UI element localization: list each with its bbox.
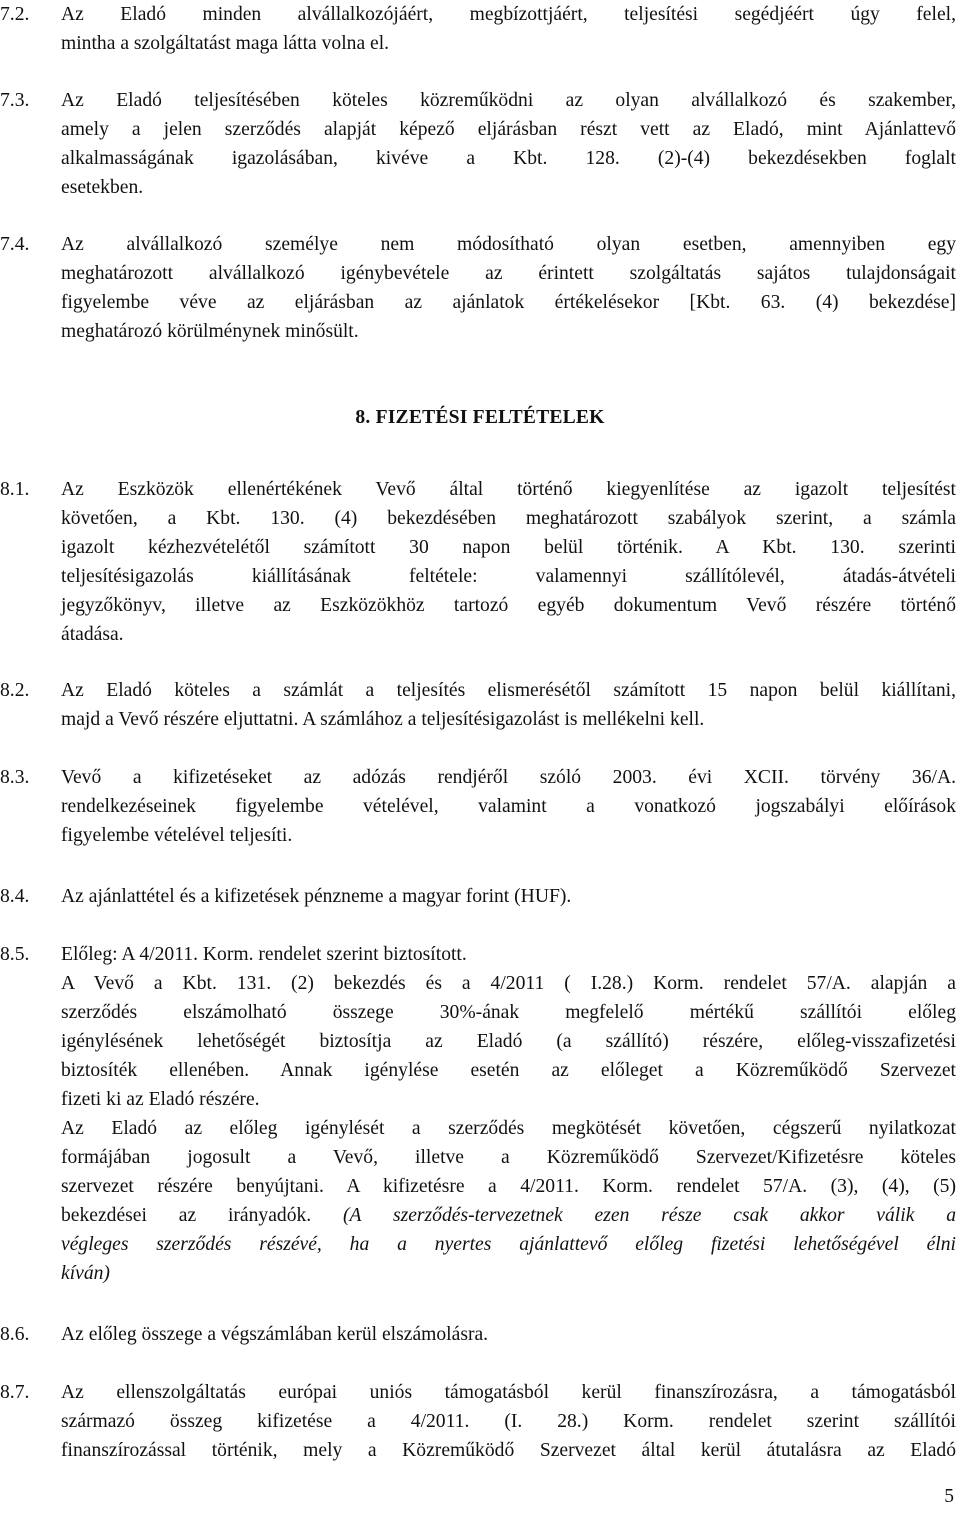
paragraph-text xyxy=(61,940,956,1288)
paragraph-7-3 xyxy=(0,86,956,202)
paragraph-7-2 xyxy=(0,0,956,58)
text-line: esetekben. xyxy=(61,177,144,198)
paragraph-number: 8.3. xyxy=(0,767,30,788)
paragraph-number: 8.1. xyxy=(0,479,30,500)
paragraph-number: 8.7. xyxy=(0,1382,30,1403)
text-line: Az Eladó köteles a számlát a teljesítés elismerésétől számított 15 napon belül kiállítani, xyxy=(61,680,956,701)
paragraph-number: 7.2. xyxy=(0,4,30,25)
paragraph-text xyxy=(61,0,956,58)
text-line: igazolt kézhezvételétől számított 30 napon belül történik. A Kbt. 130. szerinti xyxy=(61,537,956,558)
text-line: figyelembe véve az eljárásban az ajánlatok értékelésekor [Kbt. 63. (4) bekezdése] xyxy=(61,292,956,313)
text-line: alkalmasságának igazolásában, kivéve a Kbt. 128. (2)-(4) bekezdésekben foglalt xyxy=(61,148,956,169)
italic-text-segment: (A szerződés-tervezetnek ezen része csak akkor válik a xyxy=(311,1205,956,1226)
paragraph-8-3 xyxy=(0,763,956,850)
text-line: követően, a Kbt. 130. (4) bekezdésében meghatározott szabályok szerint, a számla xyxy=(61,508,956,529)
text-line: figyelembe vételével teljesíti. xyxy=(61,825,293,846)
text-line: rendelkezéseinek figyelembe vételével, valamint a vonatkozó jogszabályi előírások xyxy=(61,796,956,817)
paragraph-text xyxy=(61,676,956,734)
text-line: Az Eladó minden alvállalkozójáért, megbízottjáért, teljesítési segédjéért úgy felel, xyxy=(61,4,956,25)
paragraph-8-4 xyxy=(0,882,956,911)
paragraph-8-5 xyxy=(0,940,956,1288)
paragraph-number: 8.4. xyxy=(0,886,30,907)
paragraph-text xyxy=(61,475,956,649)
paragraph-8-2 xyxy=(0,676,956,734)
paragraph-number: 7.3. xyxy=(0,90,30,111)
paragraph-text xyxy=(61,86,956,202)
text-line: Az előleg összege a végszámlában kerül elszámolásra. xyxy=(61,1324,489,1345)
paragraph-text xyxy=(61,1378,956,1465)
paragraph-8-7 xyxy=(0,1378,956,1465)
text-segment: bekezdései az irányadók. xyxy=(61,1205,312,1226)
paragraph-text xyxy=(61,763,956,850)
text-line: amely a jelen szerződés alapját képező eljárásban részt vett az Eladó, mint Ajánlattevő xyxy=(61,119,956,140)
text-line: Vevő a kifizetéseket az adózás rendjéről szóló 2003. évi XCII. törvény 36/A. xyxy=(61,767,956,788)
text-line: jegyzőkönyv, illetve az Eszközökhöz tartozó egyéb dokumentum Vevő részére történő xyxy=(61,595,956,616)
text-line: meghatározó körülménynek minősült. xyxy=(61,321,359,342)
page-number: 5 xyxy=(944,1486,954,1507)
text-line: szervezet részére benyújtani. A kifizetésre a 4/2011. Korm. rendelet 57/A. (3), (4), (5) xyxy=(61,1176,956,1197)
paragraph-number: 8.6. xyxy=(0,1324,30,1345)
text-line: finanszírozással történik, mely a Közreműködő Szervezet által kerül átutalásra az Eladó xyxy=(61,1440,956,1461)
text-line: Az Eladó teljesítésében köteles közreműködni az olyan alvállalkozó és szakember, xyxy=(61,90,956,111)
paragraph-number: 7.4. xyxy=(0,234,30,255)
paragraph-number: 8.2. xyxy=(0,680,30,701)
text-line: teljesítésigazolás kiállításának feltétele: valamennyi szállítólevél, átadás-átvételi xyxy=(61,566,956,587)
text-line: biztosíték ellenében. Annak igénylése esetén az előleget a Közreműködő Szervezet xyxy=(61,1060,956,1081)
text-line: átadása. xyxy=(61,624,124,645)
text-line: meghatározott alvállalkozó igénybevétele az érintett szolgáltatás sajátos tulajdonságait xyxy=(61,263,956,284)
paragraph-8-1 xyxy=(0,475,956,649)
text-line: Az Eszközök ellenértékének Vevő által történő kiegyenlítése az igazolt teljesítést xyxy=(61,479,956,500)
text-line: fizeti ki az Eladó részére. xyxy=(61,1089,260,1110)
text-line: igénylésének lehetőségét biztosítja az Eladó (a szállító) részére, előleg-visszafizetési xyxy=(61,1031,956,1052)
text-line: mintha a szolgáltatást maga látta volna el. xyxy=(61,33,390,54)
text-line: A Vevő a Kbt. 131. (2) bekezdés és a 4/2011 ( I.28.) Korm. rendelet 57/A. alapján a xyxy=(61,973,956,994)
section-heading: 8. FIZETÉSI FELTÉTELEK xyxy=(355,407,605,428)
text-line: származó összeg kifizetése a 4/2011. (I. 28.) Korm. rendelet szerint szállítói xyxy=(61,1411,956,1432)
text-line: Az ajánlattétel és a kifizetések pénzneme a magyar forint (HUF). xyxy=(61,886,572,907)
paragraph-7-4 xyxy=(0,230,956,346)
paragraph-text xyxy=(61,1320,956,1349)
paragraph-text xyxy=(61,882,956,911)
text-line: szerződés elszámolható összege 30%-ának megfelelő mértékű szállítói előleg xyxy=(61,1002,956,1023)
text-line: majd a Vevő részére eljuttatni. A számlához a teljesítésigazolást is mellékelni kell. xyxy=(61,709,705,730)
text-line: Az alvállalkozó személye nem módosítható olyan esetben, amennyiben egy xyxy=(61,234,956,255)
text-line: Az Eladó az előleg igénylését a szerződés megkötését követően, cégszerű nyilatkozat xyxy=(61,1118,956,1139)
paragraph-8-6 xyxy=(0,1320,956,1349)
text-line: Az ellenszolgáltatás európai uniós támogatásból kerül finanszírozásra, a támogatásból xyxy=(61,1382,956,1403)
italic-text-line: végleges szerződés részévé, ha a nyertes ajánlattevő előleg fizetési lehetőségével élni xyxy=(61,1234,956,1255)
paragraph-text xyxy=(61,230,956,346)
paragraph-number: 8.5. xyxy=(0,944,30,965)
text-line: formájában jogosult a Vevő, illetve a Közreműködő Szervezet/Kifizetésre köteles xyxy=(61,1147,956,1168)
text-line: Előleg: A 4/2011. Korm. rendelet szerint biztosított. xyxy=(61,944,467,965)
text-line-mixed xyxy=(61,1201,956,1230)
italic-text-line: kíván) xyxy=(61,1263,110,1284)
